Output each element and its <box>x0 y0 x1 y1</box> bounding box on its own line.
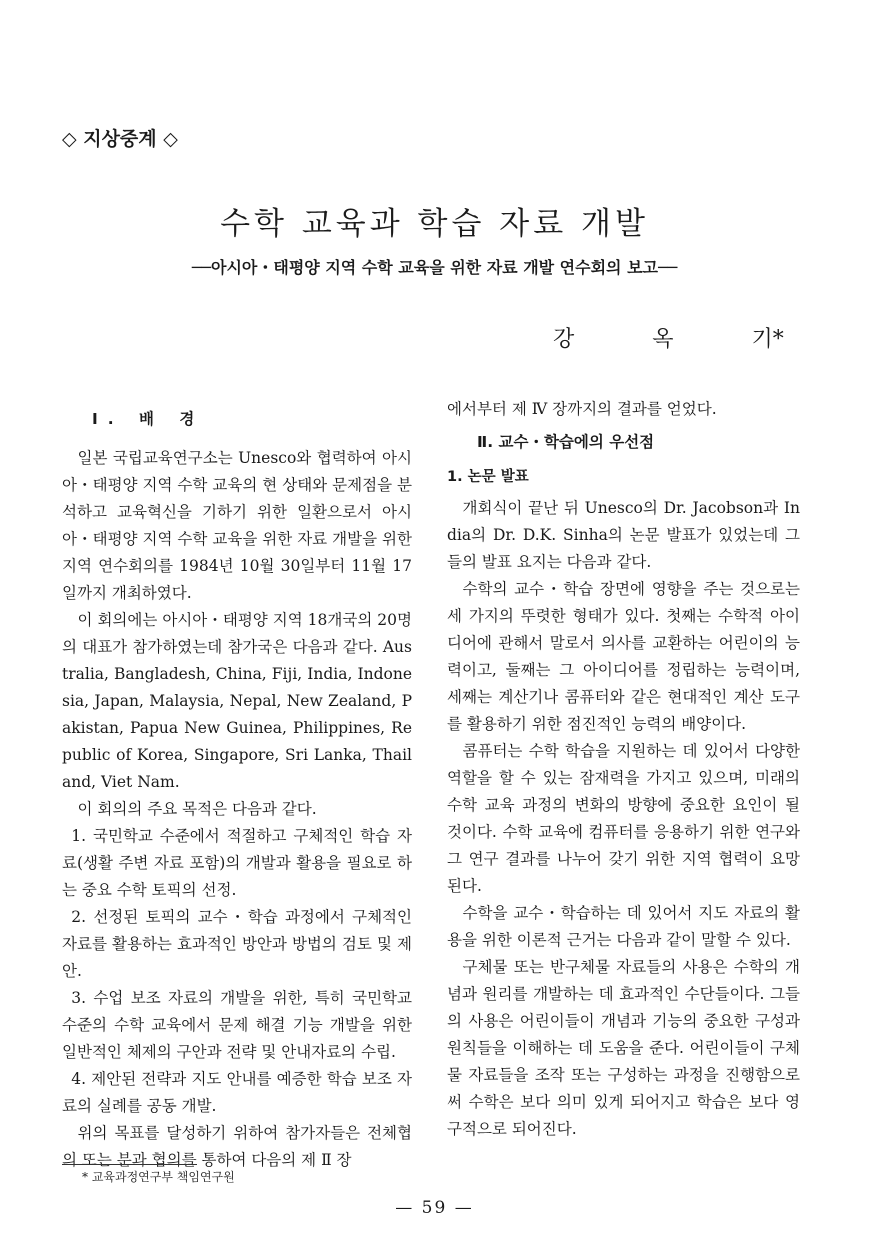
author-given-1: 옥 <box>652 327 674 352</box>
paragraph: 콤퓨터는 수학 학습을 지원하는 데 있어서 다양한 역할을 할 수 있는 잠재력을 가지고 있으며, 미래의 수학 교육 과정의 변화의 방향에 중요한 요인이 될 것이다. 수학 교육에 컴퓨터를 응용하기 위한 연구와 그 연구 결과를 나누어 갖기 위한 지역 협력이 요망된다. <box>447 742 800 895</box>
paragraph: 수학을 교수・학습하는 데 있어서 지도 자료의 활용을 위한 이론적 근거는 다음과 같이 말할 수 있다. <box>447 904 800 949</box>
footnote: * 교육과정연구부 책임연구원 <box>82 1170 235 1184</box>
right-column <box>447 396 800 1143</box>
paragraph: 수학의 교수・학습 장면에 영향을 주는 것으로는 세 가지의 뚜렷한 형태가 있다. 첫째는 수학적 아이디어에 관해서 말로서 의사를 교환하는 어린이의 능력이고, 둘째는 그 아이디어를 정립하는 능력이며, 세째는 계산기나 콤퓨터와 같은 현대적인 계산 도구를 활용하기 위한 점진적인 능력의 배양이다. <box>447 580 800 733</box>
article-subtitle: ──아시아・태평양 지역 수학 교육을 위한 자료 개발 연수회의 보고── <box>191 258 678 277</box>
list-item: 2. 선정된 토픽의 교수・학습 과정에서 구체적인 자료를 활용하는 효과적인 방안과 방법의 검토 및 제안. <box>62 908 412 980</box>
section-tag: ◇ 지상중계 ◇ <box>62 128 178 150</box>
paragraph: 위의 목표를 달성하기 위하여 참가자들은 전체협의 또는 분과 협의를 통하여 다음의 제 Ⅱ 장 <box>62 1124 412 1169</box>
author-surname: 강 <box>553 327 575 352</box>
paragraph: 이 회의에는 아시아・태평양 지역 18개국의 20명의 대표가 참가하였는데 참가국은 다음과 같다. Australia, Bangladesh, China, Fiji, India, Indonesia, Japan, Malaysia, Nepal, New Zealand, Pakistan, Papua New Guinea, Philippines, Republic of Korea, Singapore, Sri Lanka, Thailand, Viet Nam. <box>62 611 412 791</box>
paragraph: 이 회의의 주요 목적은 다음과 같다. <box>77 800 317 818</box>
section-heading-priorities: Ⅱ. 교수・학습에의 우선점 <box>477 433 655 451</box>
page-number: — 59 — <box>395 1198 474 1218</box>
paragraph: 구체물 또는 반구체물 자료들의 사용은 수학의 개념과 원리를 개발하는 데 효과적인 수단들이다. 그들의 사용은 어린이들이 개념과 기능의 중요한 구성과 원칙들을 이해하는 데 도움을 준다. 어린이들이 구체물 자료들을 조작 또는 구성하는 과정을 진행함으로써 수학은 보다 의미 있게 되어지고 학습은 보다 영구적으로 되어진다. <box>447 958 800 1138</box>
paragraph: 일본 국립교육연구소는 Unesco와 협력하여 아시아・태평양 지역 수학 교육의 현 상태와 문제점을 분석하고 교육혁신을 기하기 위한 일환으로서 아시아・태평양 지역 수학 교육을 위한 자료 개발을 위한 지역 연수회의를 1984년 10월 30일부터 11월 17일까지 개최하였다. <box>62 449 412 602</box>
article-title: 수학 교육과 학습 자료 개발 <box>220 206 649 242</box>
author-given-2: 기* <box>751 327 784 352</box>
list-item: 3. 수업 보조 자료의 개발을 위한, 특히 국민학교 수준의 수학 교육에서 문제 해결 기능 개발을 위한 일반적인 체제의 구안과 전략 및 안내자료의 수립. <box>62 989 412 1061</box>
list-item: 1. 국민학교 수준에서 적절하고 구체적인 학습 자료(생활 주변 자료 포함)의 개발과 활용을 필요로 하는 중요 수학 토픽의 선정. <box>62 827 412 899</box>
subsection-heading: 1. 논문 발표 <box>447 469 529 485</box>
list-item: 4. 제안된 전략과 지도 안내를 예증한 학습 보조 자료의 실례를 공동 개발. <box>62 1070 412 1115</box>
left-column <box>62 396 412 1174</box>
paragraph: 개회식이 끝난 뒤 Unesco의 Dr. Jacobson과 India의 Dr. D.K. Sinha의 논문 발표가 있었는데 그들의 발표 요지는 다음과 같다. <box>447 499 800 571</box>
author-name <box>553 322 784 353</box>
paragraph-continuation: 에서부터 제 Ⅳ 장까지의 결과를 얻었다. <box>447 400 717 418</box>
footnote-rule <box>62 1164 197 1165</box>
section-heading-background: Ⅰ. 배 경 <box>92 410 205 428</box>
